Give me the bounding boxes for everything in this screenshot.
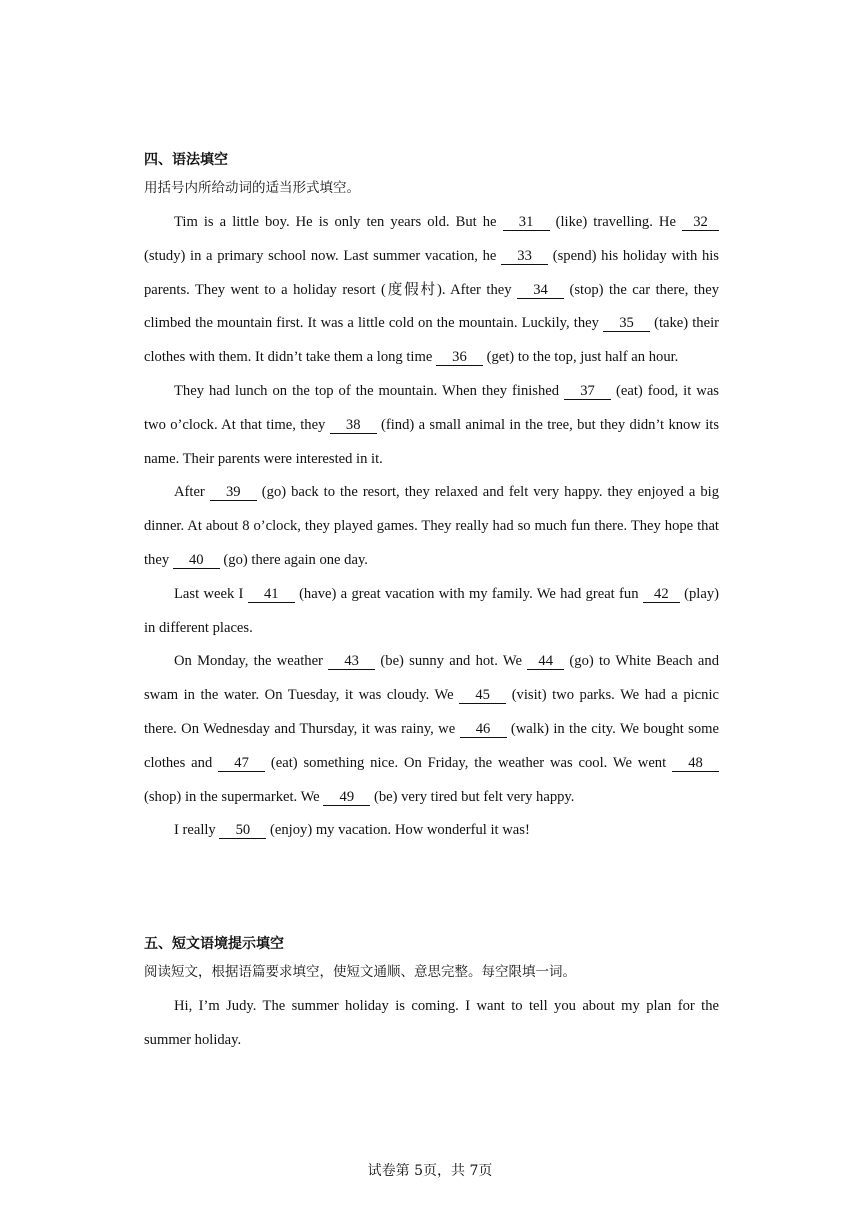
- passage-paragraph: [144, 578, 719, 646]
- section-4-passage: [144, 206, 719, 848]
- passage-text: (like) travelling. He: [549, 214, 682, 230]
- section-5-passage: [144, 990, 719, 1058]
- answer-blank-31[interactable]: 31: [503, 214, 550, 231]
- section-5-title: 五、短文语境提示填空: [144, 936, 284, 953]
- passage-text: (go) to White Beach and swam in the water. On Tuesday, it was cloudy. We: [144, 653, 719, 704]
- passage-paragraph: [144, 990, 719, 1058]
- answer-blank-41[interactable]: 41: [248, 586, 295, 603]
- answer-blank-50[interactable]: 50: [219, 822, 266, 839]
- answer-blank-42[interactable]: 42: [643, 586, 680, 603]
- answer-blank-37[interactable]: 37: [564, 383, 611, 400]
- passage-text: (visit) two parks. We had a picnic there. On Wednesday and Thursday, it was rainy, we: [144, 687, 719, 737]
- answer-blank-38[interactable]: 38: [330, 417, 377, 434]
- section-4-instruction: 用括号内所给动词的适当形式填空。: [144, 180, 360, 196]
- passage-text: Hi, I’m Judy. The summer holiday is coming. I want to tell you about my plan for the summer holiday.: [144, 998, 719, 1048]
- passage-paragraph: [144, 476, 719, 577]
- passage-text: I really: [174, 822, 220, 839]
- answer-blank-32[interactable]: 32: [682, 214, 719, 231]
- page-content: [144, 146, 719, 1058]
- answer-blank-34[interactable]: 34: [517, 282, 564, 299]
- answer-blank-43[interactable]: 43: [328, 653, 375, 670]
- passage-text: (have) a great vacation with my family. We had great fun: [294, 585, 643, 602]
- passage-text: (spend) his holiday with his parents. They went to a holiday resort (度假村). After they: [144, 247, 719, 298]
- passage-text: (study) in a primary school now. Last summer vacation, he: [144, 247, 502, 264]
- passage-text: Last week I: [174, 585, 248, 602]
- passage-paragraph: [144, 206, 719, 375]
- passage-text: (eat) something nice. On Friday, the weather was cool. We went: [265, 754, 672, 771]
- passage-text: They had lunch on the top of the mountain. When they finished: [174, 382, 565, 399]
- page-footer: 试卷第 5页，共 7页: [367, 1163, 493, 1179]
- passage-text: (be) very tired but felt very happy.: [370, 788, 575, 805]
- passage-text: Tim is a little boy. He is only ten years old. But he: [174, 214, 503, 230]
- passage-text: On Monday, the weather: [174, 653, 329, 670]
- passage-text: (be) sunny and hot. We: [375, 653, 528, 670]
- answer-blank-49[interactable]: 49: [323, 789, 370, 806]
- section-4-title: 四、语法填空: [144, 152, 228, 168]
- section-gap: [144, 848, 719, 930]
- passage-paragraph: [144, 375, 719, 476]
- answer-blank-33[interactable]: 33: [501, 248, 548, 265]
- passage-text: (walk) in the city. We bought some clothes and: [144, 720, 719, 771]
- passage-text: (play) in different places.: [144, 585, 719, 636]
- passage-text: (take) their clothes with them. It didn’t take them a long time: [144, 315, 719, 366]
- passage-text: (eat) food, it was two o’clock. At that time, they: [144, 382, 719, 433]
- section-5-instruction: 阅读短文，根据语篇要求填空，使短文通顺、意思完整。每空限填一词。: [144, 964, 576, 981]
- passage-text: (go) back to the resort, they relaxed and felt very happy. they enjoyed a big dinner. At about 8 o’clock, they played games. They really had so much fun there. They hope that they: [144, 484, 719, 568]
- answer-blank-44[interactable]: 44: [527, 653, 564, 670]
- passage-paragraph: [144, 814, 719, 848]
- answer-blank-36[interactable]: 36: [436, 349, 483, 366]
- passage-text: (find) a small animal in the tree, but they didn’t know its name. Their parents were interested in it.: [144, 416, 719, 467]
- passage-text: (go) there again one day.: [219, 551, 368, 568]
- passage-text: After: [174, 484, 210, 501]
- passage-text: (stop) the car there, they climbed the mountain first. It was a little cold on the mountain. Luckily, they: [144, 281, 719, 332]
- answer-blank-48[interactable]: 48: [672, 755, 719, 772]
- answer-blank-47[interactable]: 47: [218, 755, 265, 772]
- passage-text: (shop) in the supermarket. We: [144, 788, 324, 805]
- answer-blank-46[interactable]: 46: [460, 721, 507, 738]
- answer-blank-45[interactable]: 45: [459, 687, 506, 704]
- answer-blank-35[interactable]: 35: [603, 315, 650, 332]
- answer-blank-40[interactable]: 40: [173, 552, 220, 569]
- answer-blank-39[interactable]: 39: [210, 484, 257, 501]
- passage-text: (get) to the top, just half an hour.: [482, 349, 679, 366]
- passage-text: (enjoy) my vacation. How wonderful it was!: [266, 822, 530, 839]
- passage-paragraph: [144, 645, 719, 814]
